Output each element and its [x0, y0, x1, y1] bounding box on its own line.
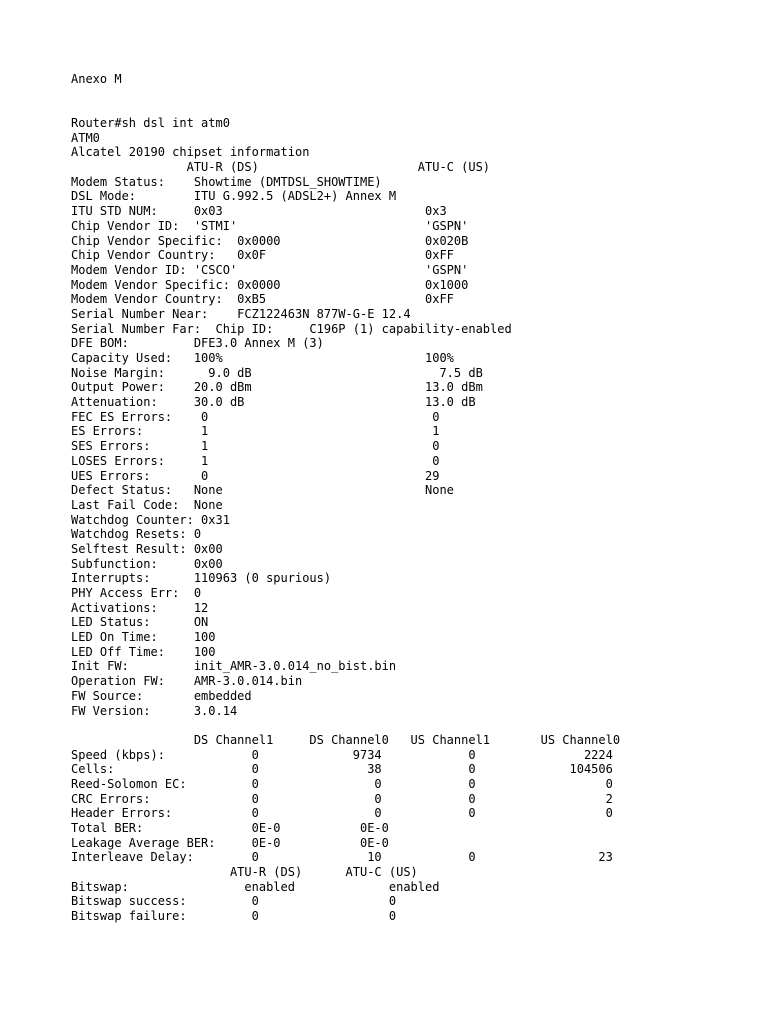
output-line: Subfunction: 0x00 [71, 556, 223, 571]
output-line: FW Version: 3.0.14 [71, 703, 238, 718]
output-line: Output Power: 20.0 dBm 13.0 dBm [71, 380, 483, 395]
output-line: LED On Time: 100 [71, 630, 216, 645]
output-line: Interrupts: 110963 (0 spurious) [71, 571, 332, 586]
output-line: Chip Vendor ID: 'STMI' 'GSPN' [71, 218, 469, 233]
output-line: Chip Vendor Specific: 0x0000 0x020B [71, 233, 469, 248]
output-line: Modem Vendor ID: 'CSCO' 'GSPN' [71, 262, 469, 277]
output-line: Reed-Solomon EC: 0 0 0 0 [71, 776, 613, 791]
output-line: PHY Access Err: 0 [71, 586, 202, 600]
output-line: FW Source: embedded [71, 688, 252, 703]
output-line: Attenuation: 30.0 dB 13.0 dB [71, 395, 476, 410]
output-line: Alcatel 20190 chipset information [71, 145, 310, 160]
output-line: Serial Number Near: FCZ122463N 877W-G-E 12.4 [71, 306, 411, 321]
output-line: Header Errors: 0 0 0 0 [71, 806, 613, 821]
output-line: Watchdog Resets: 0 [71, 527, 202, 542]
output-line: Operation FW: AMR-3.0.014.bin [71, 674, 303, 689]
output-line: ATU-R (DS) ATU-C (US) [71, 160, 491, 175]
output-line: Modem Vendor Country: 0xB5 0xFF [71, 292, 454, 307]
dsl-interface-output [71, 116, 620, 924]
output-line: Router#sh dsl int atm0 [71, 116, 230, 130]
output-line: ES Errors: 1 1 [71, 424, 440, 439]
output-line: Bitswap: enabled enabled [71, 879, 440, 894]
output-line: ATM0 [71, 130, 100, 145]
output-line: Bitswap failure: 0 0 [71, 909, 397, 924]
output-line: Activations: 12 [71, 600, 209, 615]
output-line: ITU STD NUM: 0x03 0x3 [71, 204, 447, 219]
output-line: SES Errors: 1 0 [71, 439, 440, 454]
output-line: FEC ES Errors: 0 0 [71, 409, 440, 424]
output-line: Bitswap success: 0 0 [71, 894, 397, 909]
output-line: DSL Mode: ITU G.992.5 (ADSL2+) Annex M [71, 189, 397, 204]
output-line: Speed (kbps): 0 9734 0 2224 [71, 747, 613, 762]
output-line: Noise Margin: 9.0 dB 7.5 dB [71, 365, 483, 380]
output-line: CRC Errors: 0 0 0 2 [71, 791, 613, 806]
output-line: Chip Vendor Country: 0x0F 0xFF [71, 248, 454, 263]
output-line: DFE BOM: DFE3.0 Annex M (3) [71, 336, 324, 351]
output-line: LOSES Errors: 1 0 [71, 453, 440, 468]
output-line: Capacity Used: 100% 100% [71, 351, 454, 365]
output-line: DS Channel1 DS Channel0 US Channel1 US Channel0 [71, 732, 621, 747]
output-line: Interleave Delay: 0 10 0 23 [71, 850, 613, 865]
output-line: LED Off Time: 100 [71, 644, 216, 659]
output-line: LED Status: ON [71, 615, 209, 630]
document-heading: Anexo M [71, 72, 122, 86]
output-line: Cells: 0 38 0 104506 [71, 762, 613, 777]
output-line: Modem Vendor Specific: 0x0000 0x1000 [71, 277, 469, 292]
output-line: UES Errors: 0 29 [71, 468, 440, 483]
output-line: Last Fail Code: None [71, 497, 223, 512]
output-line: Leakage Average BER: 0E-0 0E-0 [71, 835, 389, 850]
output-line: Init FW: init_AMR-3.0.014_no_bist.bin [71, 659, 397, 674]
output-line: Total BER: 0E-0 0E-0 [71, 821, 389, 835]
output-line: Selftest Result: 0x00 [71, 541, 223, 556]
output-line: Defect Status: None None [71, 483, 454, 498]
output-line: ATU-R (DS) ATU-C (US) [71, 865, 418, 880]
output-line: Modem Status: Showtime (DMTDSL_SHOWTIME) [71, 174, 382, 189]
output-line: Serial Number Far: Chip ID: C196P (1) capability-enabled [71, 321, 512, 336]
output-line [71, 718, 620, 733]
output-line: Watchdog Counter: 0x31 [71, 512, 230, 527]
